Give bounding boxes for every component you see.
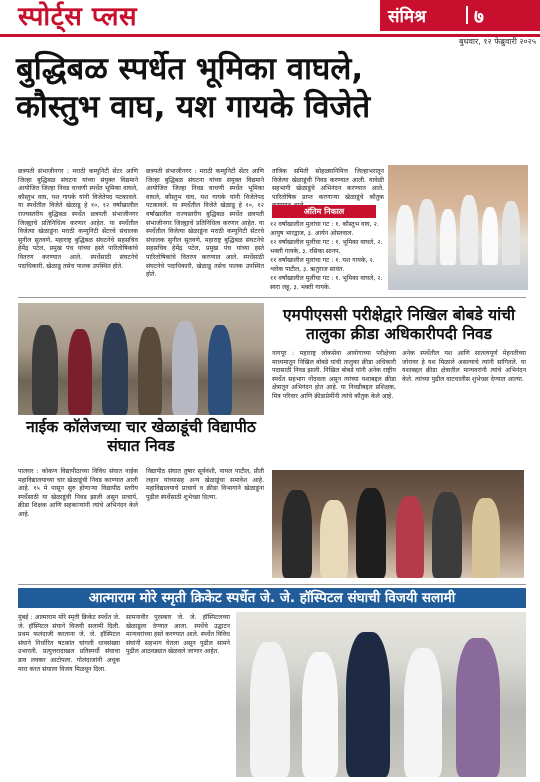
issue-date: बुधवार, १२ फेब्रुवारी २०२५ xyxy=(458,37,536,46)
masthead xyxy=(0,0,540,37)
nikhil-bobade-felicitation-photo xyxy=(272,470,524,578)
article1-headline-line2: कौस्तुभ वाघ, यश गायके विजेते xyxy=(16,89,371,125)
result-item: ११ वर्षांखालील मुलांचा गट : १. यश गायके, २. श्लोक पाटील, ३. ऋतुराज सावंत. xyxy=(270,257,375,273)
section-divider xyxy=(466,6,468,24)
naik-college-photo xyxy=(18,303,264,415)
section-divider-line xyxy=(18,584,526,585)
results-title: अंतिम निकाल xyxy=(272,205,376,218)
page-number: ७ xyxy=(474,6,484,28)
article3-body-col1: पालघर : कोकण विद्यापीठाच्या विविध संघात नाईक महाविद्यालयाच्या चार खेळाडूंची निवड करण्यात आली आहे. १५ मे पासून सुरु होणाऱ्या विद्यापीठ स्तरीय स्पर्धेसाठी या खेळाडूंची निवड झाली असून प्राचार्य, क्रीडा शिक्षक आणि सहकाऱ्यांनी त्यांचे अभिनंदन केले आहे. xyxy=(18,468,138,518)
article1-headline-line1: बुद्धिबळ स्पर्धेत भूमिका वाघले, xyxy=(16,51,364,87)
article3-headline: नाईक कॉलेजच्या चार खेळाडूंची विद्यापीठ संघात निवड xyxy=(26,418,256,455)
article2-headline: एमपीएससी परीक्षेद्वारे निखिल बोबडे यांची तालुका क्रीडा अधिकारीपदी निवड xyxy=(282,306,515,343)
result-item: १२ वर्षांखालील मुलांचा गट : १. कौस्तुभ वाघ, २. आयुष भारद्वाज, ३. आर्यन ओस्तवाल. xyxy=(270,221,379,237)
section-divider-line xyxy=(18,297,526,298)
result-item: १२ वर्षांखालील मुलींचा गट : १. भूमिका वाघले, २. भक्ती गायके, ३. रसिका सानप. xyxy=(270,239,383,255)
article1-body-col3: तांत्रिक समिती सोहळ्यानिमित्त जिल्हाभरातून विजेत्या खेळाडूंची निवड करण्यात आली. यावेळी सहभागी खेळाडूंचे अभिनंदन करण्यात आले. पारितोषिक प्राप्त करणाऱ्या खेळाडूंचे कौतुक xyxy=(272,168,384,201)
cricket-handshake-photo xyxy=(236,612,526,777)
section-name: संमिश्र xyxy=(388,7,427,27)
masthead-title: स्पोर्ट्स प्लस xyxy=(18,2,138,32)
article4-banner-headline: आत्माराम मोरे स्मृती क्रिकेट स्पर्धेत जे. जे. हॉस्पिटल संघाची विजयी सलामी xyxy=(18,588,526,608)
chess-winners-photo xyxy=(388,165,528,290)
article3-body-col2: विद्यापीठ संघात तुषार सूर्यवंशी, पायल पाटील, प्रीती लहान यांच्यासह अन्य खेळाडूंचा समावेश आहे. महाविद्यालयाचे प्राचार्य व क्रीडा विभागाने खेळाडूंना पुढील स्पर्धेसाठी शुभेच्छा दिल्या. xyxy=(146,468,264,501)
article1-headline xyxy=(16,50,526,126)
article1-body-col1: छत्रपती संभाजीनगर : मराठी कम्युनिटी सेंटर आणि जिल्हा बुद्धिबळ संघटना यांच्या संयुक्त विद्यमाने आयोजित जिल्हा निवड चाचणी स्पर्धेत भूमिका वाघले, कौस्तुभ वाघ, यश गायके यांनी विजेतेपद पटकावले. या स्पर्धेतील विजेते खेळाडू हे १०, १२ वर्षांखालील राज्यस्तरीय बुद्धिबळ स्पर्धेत छत्रपती संभाजीनगर जिल्ह्याचे प्रतिनिधित्व करणार आहेत. या स्पर्धेतील विजेत्या खेळाडूंना मराठी कम्युनिटी सेंटरचे संचालक सुनील सुतवणे, महाराष्ट्र बुद्धिबळ संघटनेचे सहसचिव हेमेंद्र पटेल, प्रमुख पंच यांच्या हस्ते पारितोषिकांचे वितरण करण्यात आले. स्पर्धेसाठी संघटनेचे पदाधिकारी, खेळाडू तसेच पालक उपस्थित होते. xyxy=(18,168,138,270)
article4-body-col1: मुंबई : आत्माराम मोरे स्मृती क्रिकेट स्पर्धेत जे. जे. हॉस्पिटल संघाने विजयी सलामी दिली. प्रथम फलंदाजी करताना जे. जे. हॉस्पिटल संघाने निर्धारित षटकांत चांगली धावसंख्या उभारली. प्रत्युत्तरादाखल प्रतिस्पर्धी संघाचा डाव लवकर आटोपला. गोलंदाजांनी अचूक मारा करत संघाला विजय मिळवून दिला. xyxy=(18,614,120,673)
result-item: ११ वर्षांखालील मुलींचा गट : १. भूमिका वाघले, २. स्वरा लहू, ३. भक्ती गायके. xyxy=(270,275,383,291)
article2-body-col1: नागपूर : महाराष्ट्र लोकसेवा आयोगाच्या परीक्षेच्या माध्यमातून निखिल बोबडे यांची तालुका क्रीडा अधिकारी पदासाठी निवड झाली. निखिल बोबडे यांनी अनेक राष्ट्रीय स्पर्धेत सहभाग नोंदवला असून त्यांच्या यशाबद्दल क्रीडा क्षेत्रातून अभिनंदन होत आहे. या निवडीबद्दल प्रशिक्षक, मित्र परिवार आणि क्रीडाप्रेमींनी त्यांचे कौतुक केले आहे. xyxy=(272,350,396,400)
results-list xyxy=(270,220,386,292)
article1-body-col2: छत्रपती संभाजीनगर : मराठी कम्युनिटी सेंटर आणि जिल्हा बुद्धिबळ संघटना यांच्या संयुक्त विद्यमाने आयोजित जिल्हा निवड चाचणी स्पर्धेत भूमिका वाघले, कौस्तुभ वाघ, यश गायके यांनी विजेतेपद पटकावले. या स्पर्धेतील विजेते खेळाडू हे १०, १२ वर्षांखालील राज्यस्तरीय बुद्धिबळ स्पर्धेत छत्रपती संभाजीनगर जिल्ह्याचे प्रतिनिधित्व करणार आहेत. या स्पर्धेतील विजेत्या खेळाडूंना मराठी कम्युनिटी सेंटरचे संचालक सुनील सुतवणे, महाराष्ट्र बुद्धिबळ संघटनेचे सहसचिव हेमेंद्र पटेल, प्रमुख पंच यांच्या हस्ते पारितोषिकांचे वितरण करण्यात आले. स्पर्धेसाठी संघटनेचे पदाधिकारी, खेळाडू तसेच पालक उपस्थित होते. xyxy=(146,168,264,279)
article2-body-col2: अनेक स्पर्धेतील यश आणि सातत्यपूर्ण मेहनतीच्या जोरावर हे यश मिळाले असल्याचे त्यांनी सांगितले. या यशाबद्दल क्रीडा क्षेत्रातील मान्यवरांनी त्यांचे अभिनंदन केले. त्यांच्या पुढील वाटचालीस शुभेच्छा देण्यात आल्या. xyxy=(402,350,526,383)
section-tab xyxy=(380,0,540,31)
article4-body-col2: सामनावीर पुरस्कार जे. जे. हॉस्पिटलच्या खेळाडूला देण्यात आला. स्पर्धेचे उद्घाटन मान्यवरांच्या हस्ते करण्यात आले. स्पर्धेत विविध संघांनी सहभाग घेतला असून पुढील सामने पुढील आठवड्यात खेळवले जाणार आहेत. xyxy=(126,614,230,656)
